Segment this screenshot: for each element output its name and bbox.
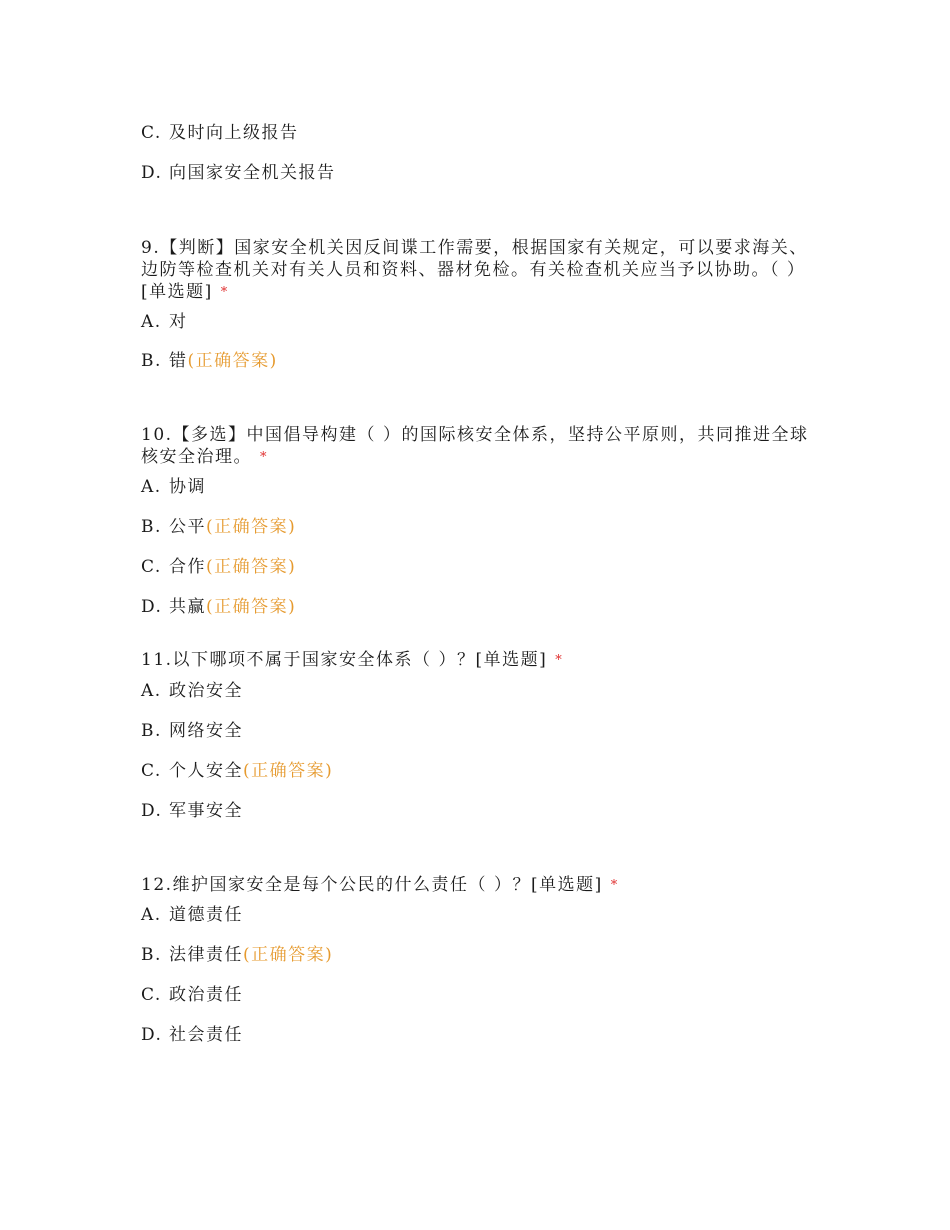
question-text: 11.以下哪项不属于国家安全体系（ ）？[单选题] (141, 650, 548, 670)
correct-answer-note: (正确答案) (206, 517, 297, 537)
question-text: 核安全治理。 (141, 447, 252, 467)
q8-option-c[interactable] (141, 122, 299, 144)
option-letter: C. (141, 985, 162, 1005)
option-text: 网络安全 (169, 721, 243, 741)
correct-answer-note: (正确答案) (206, 557, 297, 577)
q12-option-b[interactable] (141, 944, 333, 966)
option-letter: D. (141, 163, 163, 183)
option-text: 道德责任 (169, 905, 243, 925)
option-text: 个人安全 (169, 761, 243, 781)
q11-option-b[interactable] (141, 720, 243, 742)
option-text: 公平 (169, 517, 206, 537)
option-text: 社会责任 (169, 1025, 243, 1045)
correct-answer-note: (正确答案) (243, 761, 334, 781)
option-letter: B. (141, 517, 162, 537)
correct-answer-note: (正确答案) (243, 945, 334, 965)
option-letter: B. (141, 945, 162, 965)
option-letter: B. (141, 721, 162, 741)
q8-option-d[interactable] (141, 162, 336, 184)
option-letter: A. (141, 477, 162, 497)
required-marker: * (555, 653, 564, 668)
question-type: [单选题] (141, 282, 213, 302)
q11-title (141, 649, 563, 673)
q12-title (141, 874, 619, 898)
option-letter: A. (141, 681, 162, 701)
q12-option-a[interactable] (141, 904, 243, 926)
option-letter: D. (141, 597, 163, 617)
required-marker: * (260, 450, 268, 465)
required-marker: * (610, 878, 619, 893)
correct-answer-note: (正确答案) (187, 351, 278, 371)
q12-option-c[interactable] (141, 984, 243, 1006)
q10-title-line1: 10.【多选】中国倡导构建（ ）的国际核安全体系，坚持公平原则，共同推进全球 (141, 425, 809, 445)
question-text: 12.维护国家安全是每个公民的什么责任（ ）？[单选题] (141, 875, 603, 895)
required-marker: * (220, 285, 229, 300)
q9-title-line3 (141, 281, 229, 305)
q12-option-d[interactable] (141, 1024, 243, 1046)
q10-option-b[interactable] (141, 516, 296, 538)
q10-option-c[interactable] (141, 556, 296, 578)
option-text: 及时向上级报告 (169, 123, 299, 143)
q10-option-d[interactable] (141, 596, 296, 618)
option-text: 向国家安全机关报告 (169, 163, 336, 183)
q9-title-line2: 边防等检查机关对有关人员和资料、器材免检。有关检查机关应当予以协助。（ ） (141, 260, 806, 280)
q11-option-c[interactable] (141, 760, 333, 782)
option-text: 合作 (169, 557, 206, 577)
q11-option-d[interactable] (141, 800, 243, 822)
q9-title-line1: 9.【判断】国家安全机关因反间谍工作需要，根据国家有关规定，可以要求海关、 (141, 238, 808, 258)
option-letter: C. (141, 123, 162, 143)
option-letter: A. (141, 905, 162, 925)
option-letter: C. (141, 761, 162, 781)
option-text: 军事安全 (169, 801, 243, 821)
q10-title-line2 (141, 446, 268, 470)
q10-option-a[interactable] (141, 476, 206, 498)
option-text: 错 (169, 351, 188, 371)
option-letter: D. (141, 1025, 163, 1045)
option-text: 协调 (169, 477, 206, 497)
option-letter: B. (141, 351, 162, 371)
option-text: 共赢 (169, 597, 206, 617)
q9-option-b[interactable] (141, 350, 278, 372)
option-text: 政治安全 (169, 681, 243, 701)
option-text: 政治责任 (169, 985, 243, 1005)
option-letter: C. (141, 557, 162, 577)
correct-answer-note: (正确答案) (206, 597, 297, 617)
option-text: 对 (169, 312, 188, 332)
option-letter: A. (141, 312, 162, 332)
option-text: 法律责任 (169, 945, 243, 965)
q11-option-a[interactable] (141, 680, 243, 702)
q9-option-a[interactable] (141, 311, 188, 333)
option-letter: D. (141, 801, 163, 821)
